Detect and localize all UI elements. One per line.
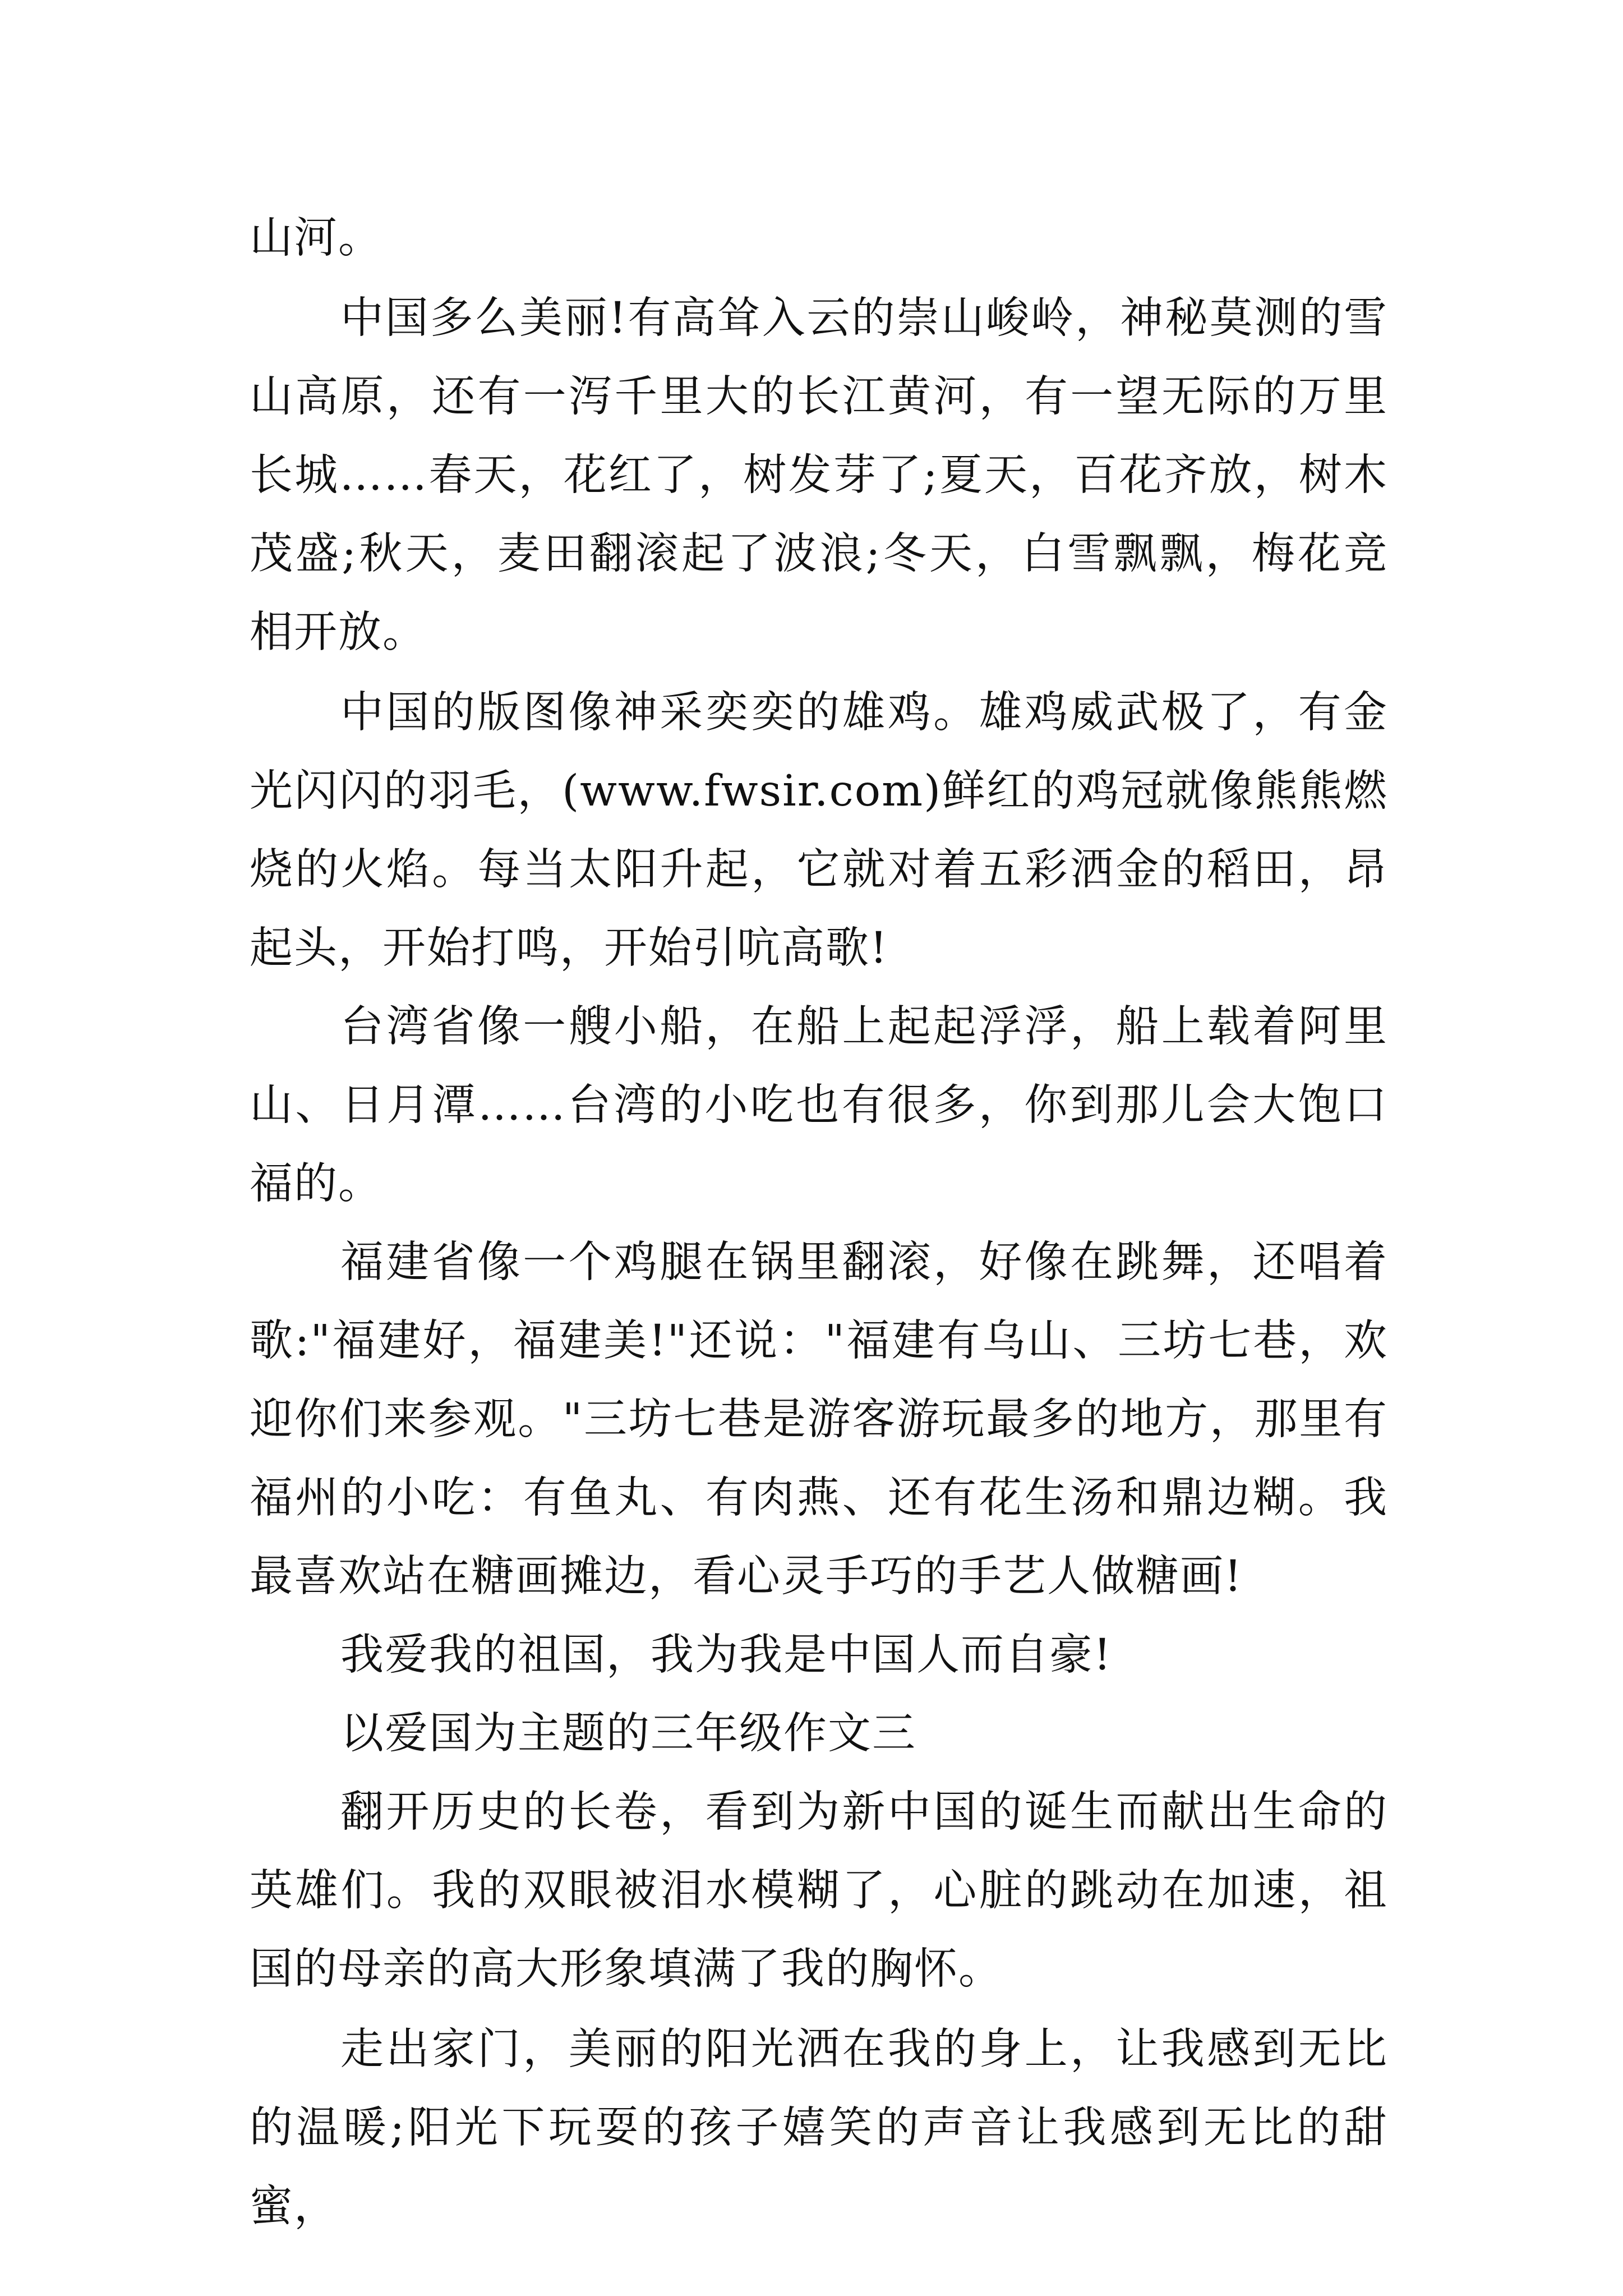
paragraph-fujian: 福建省像一个鸡腿在锅里翻滚，好像在跳舞，还唱着歌:"福建好，福建美!"还说："福建有乌山、三坊七巷，欢迎你们来参观。"三坊七巷是游客游玩最多的地方，那里有福州的小吃：有鱼丸、有肉燕、还有花生汤和鼎边糊。我最喜欢站在糖画摊边，看心灵手巧的手艺人做糖画! <box>250 1237 1388 1602</box>
paragraph-continuation: 山河。 <box>250 213 382 263</box>
paragraph-sunshine: 走出家门，美丽的阳光洒在我的身上，让我感到无比的温暖;阳光下玩耍的孩子嬉笑的声音让我感到无比的甜蜜， <box>250 2024 1388 2231</box>
paragraph-history: 翻开历史的长卷，看到为新中国的诞生而献出生命的英雄们。我的双眼被泪水模糊了，心脏的跳动在加速，祖国的母亲的高大形象填满了我的胸怀。 <box>250 1787 1388 1994</box>
paragraph-taiwan: 台湾省像一艘小船，在船上起起浮浮，船上载着阿里山、日月潭……台湾的小吃也有很多，你到那儿会大饱口福的。 <box>250 1002 1388 1209</box>
paragraph-proud: 我爱我的祖国，我为我是中国人而自豪! <box>340 1630 1112 1680</box>
paragraph-china-beauty: 中国多么美丽!有高耸入云的崇山峻岭，神秘莫测的雪山高原，还有一泻千里大的长江黄河，有一望无际的万里长城……春天，花红了，树发芽了;夏天，百花齐放，树木茂盛;秋天，麦田翻滚起了波浪;冬天，白雪飘飘，梅花竞相开放。 <box>250 293 1388 657</box>
essay-body <box>250 199 1388 2246</box>
paragraph-rooster-map: 中国的版图像神采奕奕的雄鸡。雄鸡威武极了，有金光闪闪的羽毛，(www.fwsir.com)鲜红的鸡冠就像熊熊燃烧的火焰。每当太阳升起，它就对着五彩洒金的稻田，昂起头，开始打鸣，开始引吭高歌! <box>250 688 1388 973</box>
essay-heading: 以爱国为主题的三年级作文三 <box>340 1709 916 1759</box>
